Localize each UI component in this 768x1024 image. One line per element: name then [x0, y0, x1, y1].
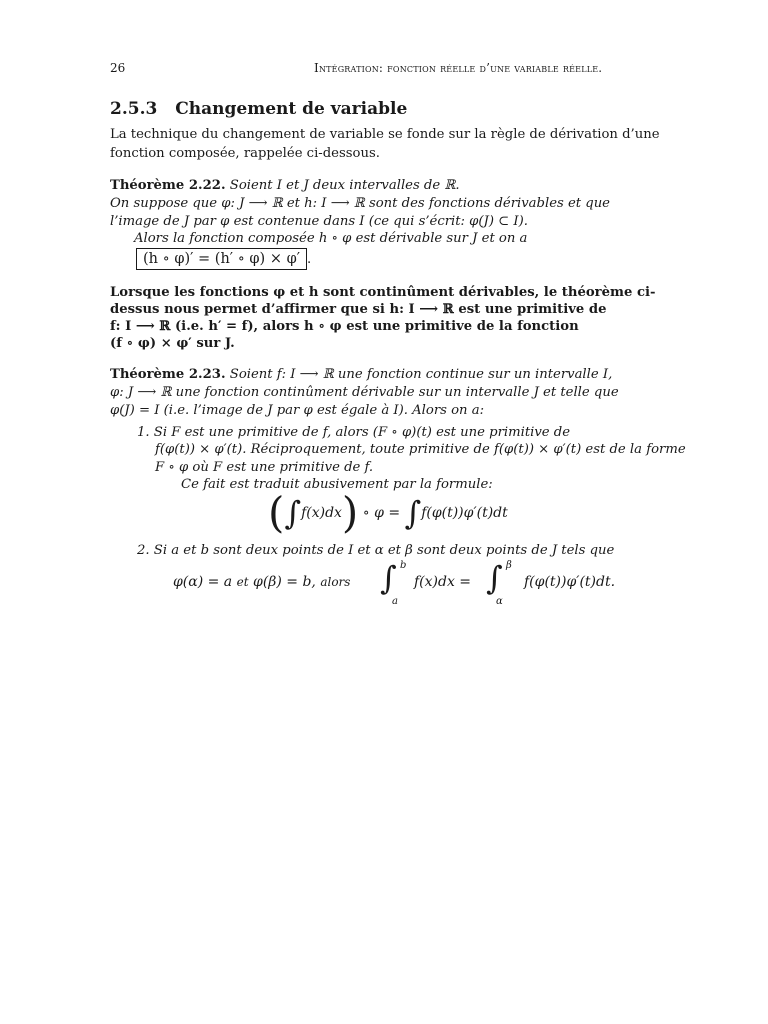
- remark-line-3: f: I ⟶ ℝ (i.e. h′ = f), alors h ∘ φ est une primitive de la fonction: [110, 319, 579, 334]
- item-2-text-1: Si a et b sont deux points de I et α et β sont deux points de J tels que: [153, 543, 615, 558]
- item-1-marker: 1.: [137, 425, 150, 440]
- theorem-2-23-first-line: [110, 367, 612, 382]
- item-1-line-1: [137, 425, 570, 440]
- theorem-2-22-line-1: Soient I et J deux intervalles de ℝ.: [229, 178, 460, 193]
- section-title: Changement de variable: [175, 99, 408, 119]
- theorem-2-23-label: Théorème 2.23.: [110, 367, 226, 382]
- theorem-2-23-line-1: Soient f: I ⟶ ℝ une fonction continue sur un intervalle I,: [229, 367, 613, 382]
- theorem-2-22-line-4: Alors la fonction composée h ∘ φ est dérivable sur J et on a: [134, 231, 528, 246]
- remark-line-1: Lorsque les fonctions φ et h sont continûment dérivables, le théorème ci-: [110, 285, 656, 300]
- lower-limit-a: a: [392, 596, 398, 607]
- section-heading: [110, 99, 407, 119]
- integral-sign: ∫: [284, 494, 302, 532]
- condition-beta: φ(β) = b,: [253, 574, 316, 590]
- item-1-formula: [268, 488, 508, 537]
- formula-period: .: [307, 252, 312, 267]
- item-1-text-1: Si F est une primitive de f, alors (F ∘ φ)(t) est une primitive de: [153, 425, 571, 440]
- upper-limit-beta: β: [506, 560, 512, 571]
- word-et: et: [236, 575, 249, 589]
- item-1-line-2: f(φ(t)) × φ′(t). Réciproquement, toute primitive de f(φ(t)) × φ′(t) est de la forme: [155, 442, 686, 457]
- formula-inner: f(x)dx: [301, 505, 342, 521]
- theorem-2-22-formula-row: [136, 248, 311, 270]
- integral-sign: ∫: [404, 494, 422, 532]
- page-number: 26: [110, 61, 126, 75]
- theorem-2-23-line-3: φ(J) = I (i.e. l’image de J par φ est égale à I). Alors on a:: [110, 403, 485, 418]
- theorem-2-22-label: Théorème 2.22.: [110, 178, 226, 193]
- item-1-line-4: Ce fait est traduit abusivement par la formule:: [181, 477, 493, 492]
- upper-limit-b: b: [400, 560, 407, 571]
- lower-limit-alpha: α: [496, 596, 503, 607]
- remark-line-2: dessus nous permet d’affirmer que si h: I ⟶ ℝ est une primitive de: [110, 302, 607, 317]
- section-number: 2.5.3: [110, 99, 158, 119]
- condition-alpha: φ(α) = a: [173, 574, 233, 590]
- intro-line-2: fonction composée, rappelée ci-dessous.: [110, 146, 380, 161]
- right-paren: ): [341, 488, 359, 537]
- left-paren: (: [268, 488, 285, 537]
- formula-compose: ∘ φ =: [362, 505, 401, 521]
- integrand-right: f(φ(t))φ′(t)dt.: [524, 574, 616, 590]
- item-2-formula-conditions: [173, 574, 350, 590]
- integrand-left: f(x)dx =: [414, 574, 472, 590]
- item-2-integral-equality: [380, 560, 660, 610]
- theorem-2-22-line-2: On suppose que φ: J ⟶ ℝ et h: I ⟶ ℝ sont des fonctions dérivables et que: [110, 196, 610, 211]
- theorem-2-22-line-3: l’image de J par φ est contenue dans I (ce qui s’écrit: φ(J) ⊂ I).: [110, 214, 528, 229]
- running-title: Intégration: fonction réelle d’une variable réelle.: [314, 61, 603, 75]
- integral-sign: ∫: [380, 559, 397, 597]
- integral-sign: ∫: [486, 559, 503, 597]
- item-2-marker: 2.: [137, 543, 150, 558]
- formula-rhs: f(φ(t))φ′(t)dt: [421, 505, 508, 521]
- theorem-2-22-first-line: [110, 178, 460, 193]
- intro-line-1: La technique du changement de variable se fonde sur la règle de dérivation d’une: [110, 127, 660, 142]
- item-1-line-3: F ∘ φ où F est une primitive de f.: [155, 460, 374, 475]
- word-alors: alors: [320, 575, 351, 589]
- item-2-line-1: [137, 543, 614, 558]
- boxed-chain-rule-formula: (h ∘ φ)′ = (h′ ∘ φ) × φ′: [136, 248, 307, 270]
- theorem-2-23-line-2: φ: J ⟶ ℝ une fonction continûment dérivable sur un intervalle J et telle que: [110, 385, 619, 400]
- remark-line-4: (f ∘ φ) × φ′ sur J.: [110, 336, 235, 351]
